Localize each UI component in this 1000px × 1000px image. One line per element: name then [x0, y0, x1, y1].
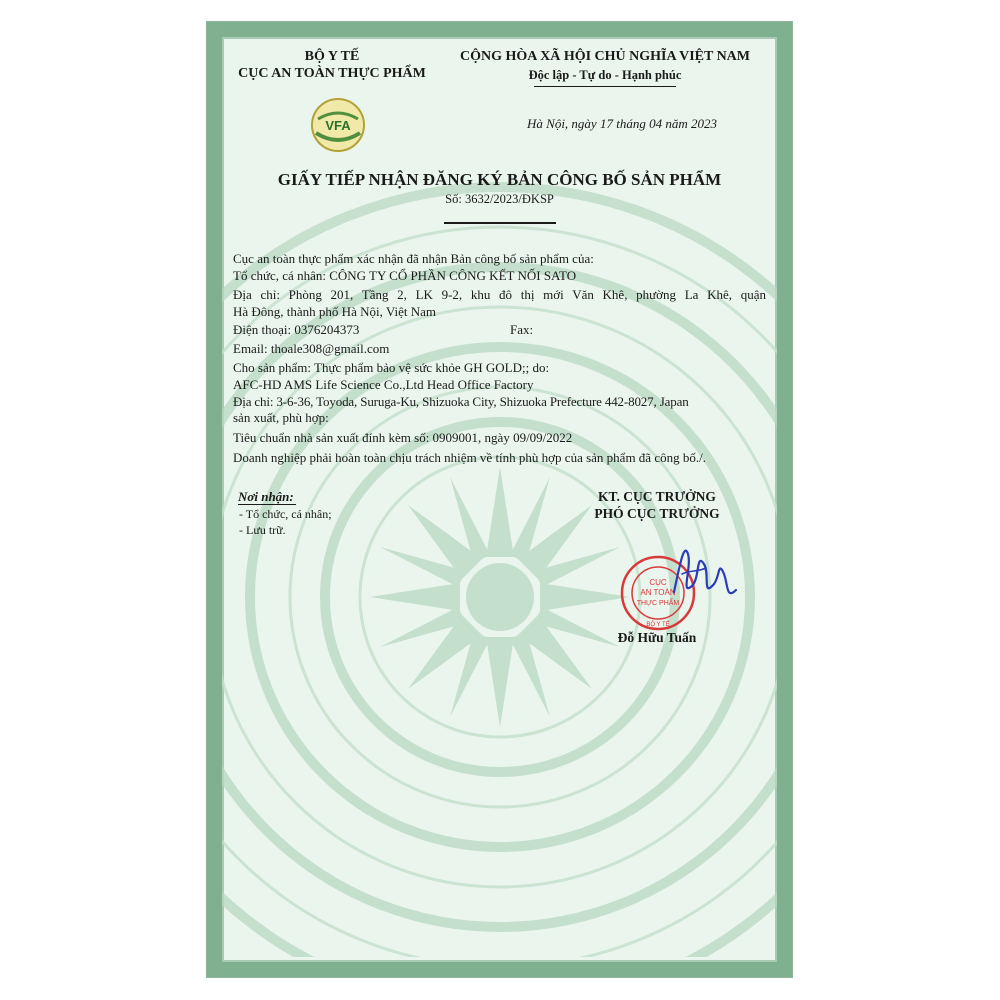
recipients-underline: [238, 504, 296, 505]
manufacturer-address: Địa chỉ: 3-6-36, Toyoda, Suruga-Ku, Shizuoka City, Shizuoka Prefecture 442-8027, Japan: [233, 394, 689, 409]
title-underline: [444, 222, 556, 224]
address-line-2: Hà Đông, thành phố Hà Nội, Việt Nam: [233, 304, 436, 319]
fax-number: Fax:: [510, 322, 534, 337]
address-line-1: Địa chỉ: Phòng 201, Tầng 2, LK 9-2, khu đô thị mới Văn Khê, phường La Khê, quận: [233, 287, 766, 302]
intro-text: Cục an toàn thực phẩm xác nhận đã nhận Bản công bố sản phẩm của:: [233, 251, 594, 266]
phone-number: Điện thoại: 0376204373: [233, 322, 360, 337]
signer-title-1: KT. CỤC TRƯỞNG: [598, 489, 716, 504]
certificate-body: [222, 37, 777, 962]
manufacturer-suffix: sản xuất, phù hợp:: [233, 410, 329, 425]
document-title: GIẤY TIẾP NHẬN ĐĂNG KÝ BẢN CÔNG BỐ SẢN PHẨM: [277, 170, 722, 189]
ministry-name: BỘ Y TẾ: [304, 49, 360, 64]
certificate: [207, 22, 792, 977]
product-name: Cho sản phẩm: Thực phẩm bảo vệ sức khỏe GH GOLD;; do:: [233, 360, 550, 375]
responsibility-statement: Doanh nghiệp phải hoàn toàn chịu trách nhiệm về tính phù hợp của sản phẩm đã công bố./.: [233, 450, 706, 465]
place-date: Hà Nội, ngày 17 tháng 04 năm 2023: [527, 116, 717, 131]
seal-line: AN TOÀN: [640, 588, 676, 597]
manufacturer-standard: Tiêu chuẩn nhà sản xuất đính kèm số: 0909001, ngày 09/09/2022: [233, 430, 573, 445]
national-motto: Độc lập - Tự do - Hạnh phúc: [528, 68, 682, 82]
logo-text: VFA: [325, 118, 351, 133]
signer-title-2: PHÓ CỤC TRƯỞNG: [594, 506, 720, 521]
seal-ring-text: BỘ Y TẾ: [646, 622, 670, 628]
signature-icon: [662, 534, 752, 614]
email-address: Email: thoale308@gmail.com: [233, 341, 390, 356]
motto-underline: [534, 86, 676, 87]
recipients-label: Nơi nhận:: [238, 489, 294, 504]
recipient-item: - Lưu trữ.: [239, 523, 286, 537]
department-name: CỤC AN TOÀN THỰC PHẨM: [238, 66, 426, 81]
vfa-logo-icon: [308, 95, 368, 155]
signer-name: Đỗ Hữu Tuấn: [617, 630, 697, 645]
manufacturer-name: AFC-HD AMS Life Science Co.,Ltd Head Office Factory: [233, 377, 534, 392]
recipient-item: - Tổ chức, cá nhân;: [239, 507, 332, 521]
country-name: CỘNG HÒA XÃ HỘI CHỦ NGHĨA VIỆT NAM: [459, 49, 750, 64]
document-number: Số: 3632/2023/ĐKSP: [445, 192, 554, 206]
seal-line: THỰC PHẨM: [636, 600, 680, 607]
organization: Tổ chức, cá nhân: CÔNG TY CỔ PHẦN CÔNG KẾT NỐI SATO: [233, 268, 577, 283]
seal-line: CỤC: [649, 578, 667, 587]
